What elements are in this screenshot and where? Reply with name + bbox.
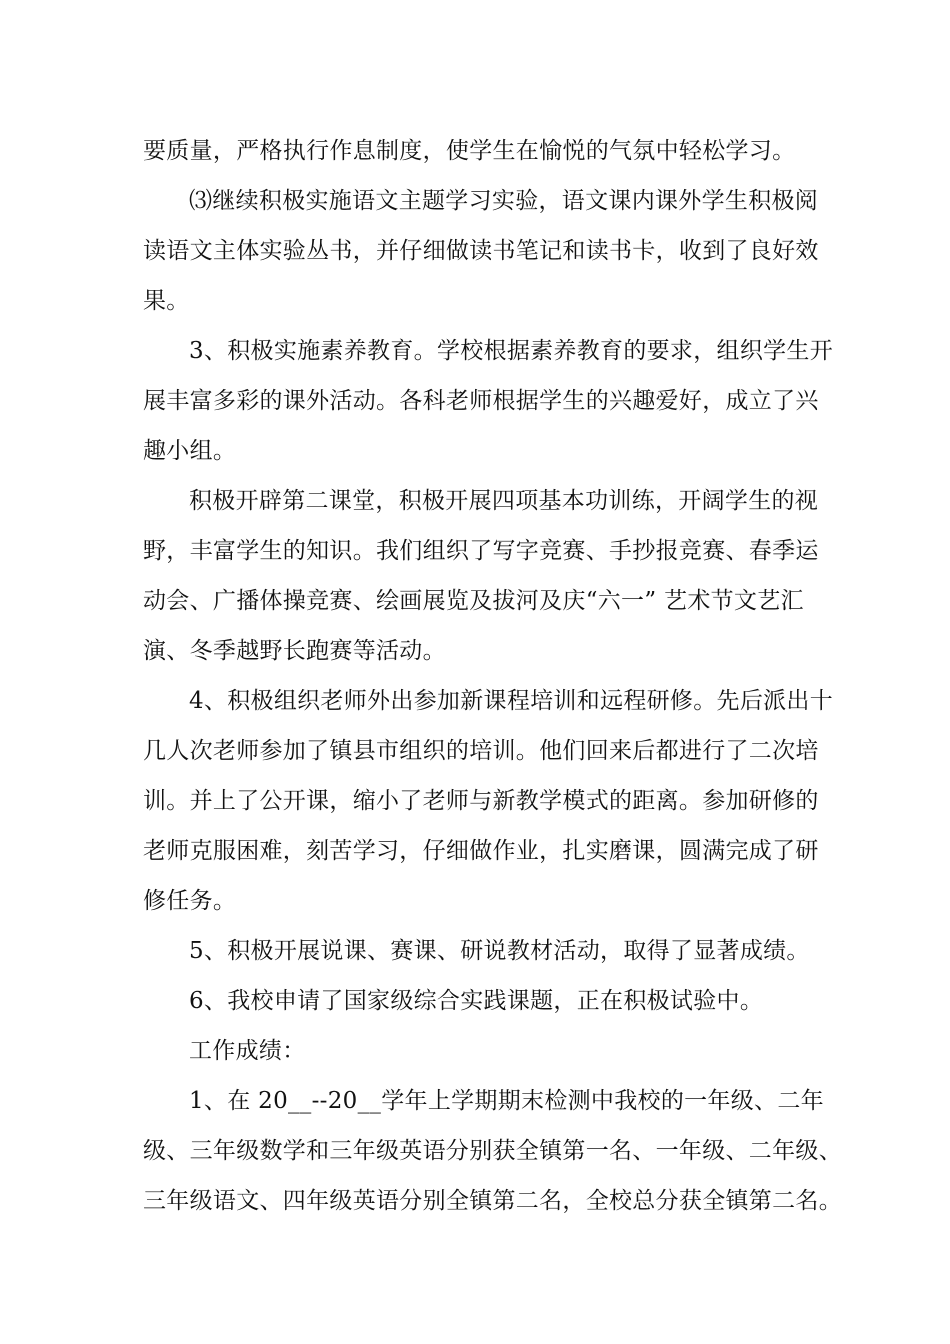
text-line: 趣小组。 (143, 438, 237, 464)
text-line: 3、积极实施素养教育。学校根据素养教育的要求，组织学生开 (189, 338, 834, 364)
text-line: 4、积极组织老师外出参加新课程培训和远程研修。先后派出十 (189, 688, 834, 714)
text-line: 三年级语文、四年级英语分别全镇第二名，全校总分获全镇第二名。 (143, 1188, 842, 1214)
text-line: 几人次老师参加了镇县市组织的培训。他们回来后都进行了二次培 (143, 738, 819, 764)
text-line: 读语文主体实验丛书，并仔细做读书笔记和读书卡，收到了良好效 (143, 238, 819, 264)
text-line: 展丰富多彩的课外活动。各科老师根据学生的兴趣爱好，成立了兴 (143, 388, 819, 414)
text-line: 工作成绩： (189, 1038, 306, 1064)
text-line: 野，丰富学生的知识。我们组织了写字竞赛、手抄报竞赛、春季运 (143, 538, 819, 564)
text-line: ⑶继续积极实施语文主题学习实验，语文课内课外学生积极阅 (189, 188, 819, 214)
text-line: 果。 (143, 288, 190, 314)
text-line: 要质量，严格执行作息制度，使学生在愉悦的气氛中轻松学习。 (143, 138, 796, 164)
text-line: 5、积极开展说课、赛课、研说教材活动，取得了显著成绩。 (189, 938, 810, 964)
text-line: 积极开辟第二课堂，积极开展四项基本功训练，开阔学生的视 (189, 488, 819, 514)
text-line: 演、冬季越野长跑赛等活动。 (143, 638, 446, 664)
text-line: 6、我校申请了国家级综合实践课题，正在积极试验中。 (189, 988, 764, 1014)
text-line: 训。并上了公开课，缩小了老师与新教学模式的距离。参加研修的 (143, 788, 819, 814)
text-line: 1、在 20__--20__学年上学期期末检测中我校的一年级、二年 (189, 1088, 824, 1114)
text-line: 修任务。 (143, 888, 237, 914)
text-line: 动会、广播体操竞赛、绘画展览及拔河及庆“六一” 艺术节文艺汇 (143, 588, 804, 614)
text-line: 级、三年级数学和三年级英语分别获全镇第一名、一年级、二年级、 (143, 1138, 842, 1164)
text-line: 老师克服困难，刻苦学习，仔细做作业，扎实磨课，圆满完成了研 (143, 838, 819, 864)
